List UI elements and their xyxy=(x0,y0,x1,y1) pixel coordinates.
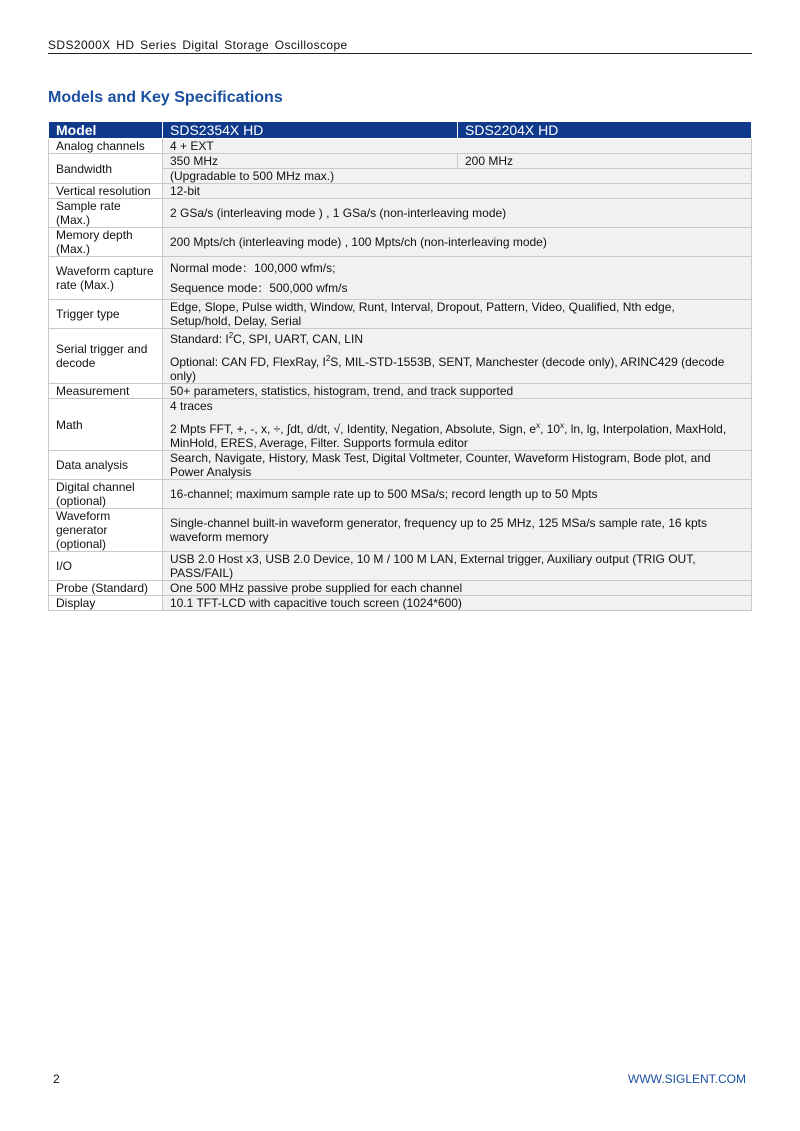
row-label-memory-depth xyxy=(49,228,163,257)
text-part: C, SPI, UART, CAN, LIN xyxy=(233,332,363,346)
label-line: rate (Max.) xyxy=(56,278,115,292)
table-row xyxy=(49,228,752,257)
table-row xyxy=(49,329,752,384)
label-line: (optional) xyxy=(56,537,107,551)
value-line: Power Analysis xyxy=(170,465,252,479)
superscript: x xyxy=(536,421,541,430)
row-label-math: Math xyxy=(49,399,163,451)
superscript: 2 xyxy=(325,354,331,363)
label-line: Sample rate xyxy=(56,199,121,213)
table-row xyxy=(49,257,752,300)
row-value-display: 10.1 TFT-LCD with capacitive touch screen (1024*600) xyxy=(163,596,752,611)
website-link[interactable]: WWW.SIGLENT.COM xyxy=(628,1072,746,1086)
value-line: 4 traces xyxy=(170,399,213,413)
row-value-vertical-resolution: 12-bit xyxy=(163,184,752,199)
row-value-memory-depth: 200 Mpts/ch (interleaving mode) , 100 Mpts/ch (non-interleaving mode) xyxy=(163,228,752,257)
row-label-sample-rate xyxy=(49,199,163,228)
label-line: Digital channel xyxy=(56,480,135,494)
label-line: Waveform xyxy=(56,509,111,523)
row-label-analog-channels: Analog channels xyxy=(49,139,163,154)
value-line: only) xyxy=(170,369,197,383)
label-line: Memory depth xyxy=(56,228,133,242)
table-header-row xyxy=(49,122,752,139)
label-line: (Max.) xyxy=(56,242,90,256)
row-value-math xyxy=(163,399,752,451)
value-line: MinHold, ERES, Average, Filter. Supports formula editor xyxy=(170,436,468,450)
value-line-standard xyxy=(170,332,363,346)
header-divider xyxy=(48,53,752,54)
value-line: Sequence mode：500,000 wfm/s xyxy=(170,281,348,295)
table-row xyxy=(49,139,752,154)
value-line: USB 2.0 Host x3, USB 2.0 Device, 10 M / 100 M LAN, External trigger, Auxiliary output (TRIG OUT, xyxy=(170,552,696,566)
column-header-sds2204x: SDS2204X HD xyxy=(458,122,752,139)
superscript: 2 xyxy=(228,331,234,340)
label-line: generator xyxy=(56,523,108,537)
row-label-bandwidth: Bandwidth xyxy=(49,154,163,184)
row-value-measurement: 50+ parameters, statistics, histogram, trend, and track supported xyxy=(163,384,752,399)
table-row xyxy=(49,384,752,399)
label-line: Serial trigger and xyxy=(56,342,148,356)
spec-table xyxy=(48,121,752,611)
row-value-trigger-type xyxy=(163,300,752,329)
label-line: (optional) xyxy=(56,494,107,508)
table-row xyxy=(49,596,752,611)
table-row xyxy=(49,154,752,169)
row-label-data-analysis: Data analysis xyxy=(49,451,163,480)
label-line: decode xyxy=(56,356,96,370)
row-label-digital-channel xyxy=(49,480,163,509)
row-value-io xyxy=(163,552,752,581)
table-row xyxy=(49,451,752,480)
page-number: 2 xyxy=(53,1072,60,1086)
row-value-probe: One 500 MHz passive probe supplied for each channel xyxy=(163,581,752,596)
row-label-waveform-generator xyxy=(49,509,163,552)
table-row xyxy=(49,581,752,596)
value-line: Single-channel built-in waveform generator, frequency up to 25 MHz, 125 MSa/s sample rate, 16 kpts xyxy=(170,516,707,530)
document-header: SDS2000X HD Series Digital Storage Oscilloscope xyxy=(48,38,348,52)
label-line: Waveform capture xyxy=(56,264,154,278)
row-value-waveform-capture xyxy=(163,257,752,300)
row-value-data-analysis xyxy=(163,451,752,480)
text-part: , 10 xyxy=(540,422,561,436)
row-label-io: I/O xyxy=(49,552,163,581)
value-line-operators xyxy=(170,422,726,436)
value-line: Normal mode：100,000 wfm/s; xyxy=(170,261,336,275)
row-label-probe: Probe (Standard) xyxy=(49,581,163,596)
label-line: (Max.) xyxy=(56,213,90,227)
column-header-model: Model xyxy=(49,122,163,139)
row-value-analog-channels: 4 + EXT xyxy=(163,139,752,154)
table-row xyxy=(49,199,752,228)
row-value-bandwidth-sds2354x: 350 MHz xyxy=(163,154,458,169)
value-line: Search, Navigate, History, Mask Test, Digital Voltmeter, Counter, Waveform Histogram, Bode plot, and xyxy=(170,451,711,465)
value-line: Setup/hold, Delay, Serial xyxy=(170,314,302,328)
table-row xyxy=(49,509,752,552)
table-row xyxy=(49,399,752,451)
table-row xyxy=(49,184,752,199)
text-part: Optional: CAN FD, FlexRay, I xyxy=(170,355,326,369)
table-row xyxy=(49,552,752,581)
value-line-optional xyxy=(170,355,724,369)
value-line: PASS/FAIL) xyxy=(170,566,234,580)
value-line: Edge, Slope, Pulse width, Window, Runt, Interval, Dropout, Pattern, Video, Qualified, Nth edge, xyxy=(170,300,675,314)
row-label-measurement: Measurement xyxy=(49,384,163,399)
text-part: Standard: I xyxy=(170,332,229,346)
row-value-bandwidth-sds2204x: 200 MHz xyxy=(458,154,752,169)
value-line: waveform memory xyxy=(170,530,269,544)
text-part: , ln, lg, Interpolation, MaxHold, xyxy=(564,422,727,436)
row-value-waveform-generator xyxy=(163,509,752,552)
row-label-serial-trigger xyxy=(49,329,163,384)
text-part: S, MIL-STD-1553B, SENT, Manchester (decode only), ARINC429 (decode xyxy=(330,355,725,369)
row-label-waveform-capture xyxy=(49,257,163,300)
table-row xyxy=(49,480,752,509)
text-part: 2 Mpts FFT, +, -, x, ÷, ∫dt, d/dt, √, Identity, Negation, Absolute, Sign, e xyxy=(170,422,537,436)
row-label-display: Display xyxy=(49,596,163,611)
row-value-sample-rate: 2 GSa/s (interleaving mode ) , 1 GSa/s (non-interleaving mode) xyxy=(163,199,752,228)
row-value-serial-trigger xyxy=(163,329,752,384)
column-header-sds2354x: SDS2354X HD xyxy=(163,122,458,139)
row-value-digital-channel: 16-channel; maximum sample rate up to 500 MSa/s; record length up to 50 Mpts xyxy=(163,480,752,509)
row-value-bandwidth-note: (Upgradable to 500 MHz max.) xyxy=(163,169,752,184)
superscript: x xyxy=(560,421,565,430)
row-label-trigger-type: Trigger type xyxy=(49,300,163,329)
table-row xyxy=(49,300,752,329)
section-title: Models and Key Specifications xyxy=(48,89,283,106)
row-label-vertical-resolution: Vertical resolution xyxy=(49,184,163,199)
